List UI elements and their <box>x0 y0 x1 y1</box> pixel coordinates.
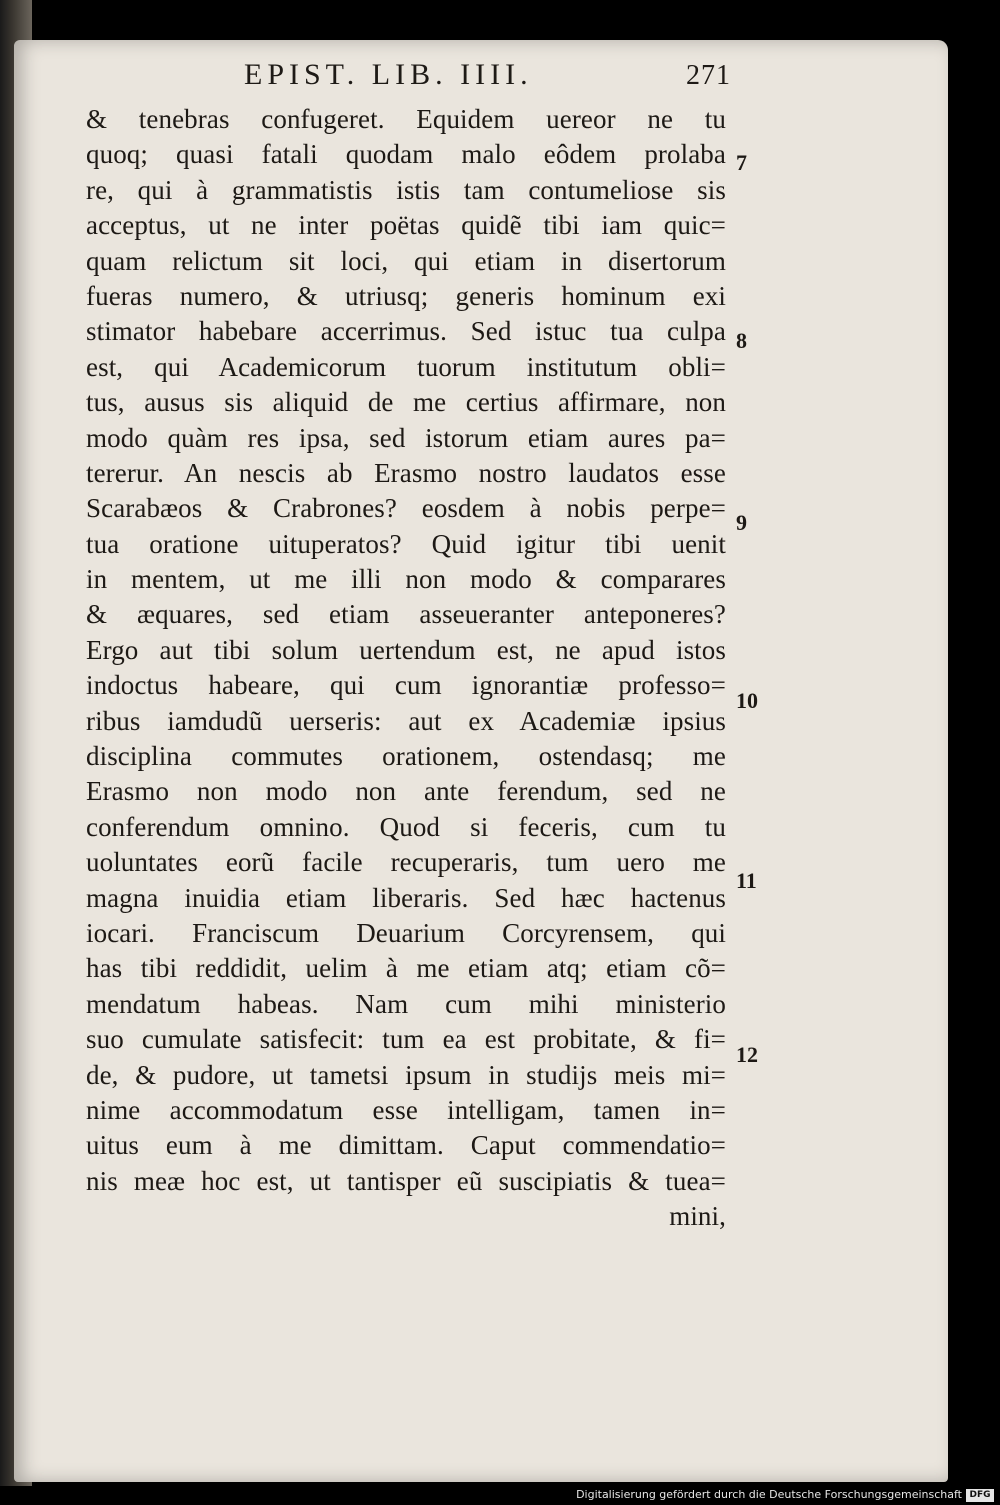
text-line: has tibi reddidit, uelim à me etiam atq; etiam cõ= <box>86 953 726 984</box>
text-line: iocari. Franciscum Deuarium Corcyrensem, qui <box>86 917 726 948</box>
text-line: mendatum habeas. Nam cum mihi ministerio <box>86 988 726 1019</box>
margin-section-number: 11 <box>736 868 757 893</box>
text-line: & tenebras confugeret. Equidem uereor ne tu <box>86 104 726 134</box>
text-line: quam relictum sit loci, qui etiam in disertorum <box>86 245 726 276</box>
margin-section-number: 10 <box>736 688 758 713</box>
text-line: indoctus habeare, qui cum ignorantiæ professo= <box>86 670 726 701</box>
body-text <box>86 102 726 1235</box>
text-line: nime accommodatum esse intelligam, tamen in= <box>86 1094 726 1125</box>
text-line: fueras numero, & utriusq; generis hominum exi <box>86 280 726 311</box>
page-header <box>0 58 1000 94</box>
text-line: Ergo aut tibi solum uertendum est, ne apud istos <box>86 634 726 665</box>
margin-section-number: 9 <box>736 510 747 535</box>
margin-section-number: 12 <box>736 1042 758 1067</box>
text-line: re, qui à grammatistis istis tam contumeliose sis <box>86 174 726 205</box>
text-line: de, & pudore, ut tametsi ipsum in studijs meis mi= <box>86 1059 726 1090</box>
margin-section-number: 8 <box>736 328 747 353</box>
text-line: tua oratione uituperatos? Quid igitur tibi uenit <box>86 528 726 559</box>
text-line: modo quàm res ipsa, sed istorum etiam aures pa= <box>86 422 726 453</box>
text-line: uoluntates eorũ facile recuperaris, tum uero me <box>86 847 726 878</box>
text-line: ribus iamdudũ uerseris: aut ex Academiæ ipsius <box>86 705 726 736</box>
text-line: tererur. An nescis ab Erasmo nostro laudatos esse <box>86 457 726 488</box>
text-line: & æquares, sed etiam asseueranter anteponeres? <box>86 599 726 630</box>
digitization-footer <box>0 1486 1000 1505</box>
text-line: in mentem, ut me illi non modo & comparares <box>86 564 726 595</box>
text-line: uitus eum à me dimittam. Caput commendatio= <box>86 1130 726 1161</box>
text-line: nis meæ hoc est, ut tantisper eũ suscipiatis & tuea= <box>86 1165 726 1196</box>
text-line: stimator habebare accerrimus. Sed istuc tua culpa <box>86 316 726 347</box>
catchword-line: mini, <box>669 1201 726 1232</box>
text-line: tus, ausus sis aliquid de me certius affirmare, non <box>86 387 726 418</box>
text-line: suo cumulate satisfecit: tum ea est probitate, & fi= <box>86 1024 726 1055</box>
running-head: EPIST. LIB. IIII. <box>244 58 533 91</box>
text-line: acceptus, ut ne inter poëtas quidẽ tibi iam quic= <box>86 210 726 241</box>
text-line: disciplina commutes orationem, ostendasq; me <box>86 741 726 772</box>
text-line: magna inuidia etiam liberaris. Sed hæc hactenus <box>86 882 726 913</box>
text-line: quoq; quasi fatali quodam malo eôdem prolaba <box>86 139 726 170</box>
text-line: Scarabæos & Crabrones? eosdem à nobis perpe= <box>86 493 726 524</box>
funding-credit: Digitalisierung gefördert durch die Deutsche Forschungsgemeinschaft <box>576 1488 962 1501</box>
text-line: conferendum omnino. Quod si feceris, cum tu <box>86 811 726 842</box>
text-line: est, qui Academicorum tuorum institutum obli= <box>86 351 726 382</box>
page-number: 271 <box>686 60 731 91</box>
dfg-logo: DFG <box>966 1489 994 1502</box>
margin-section-number: 7 <box>736 150 747 175</box>
text-line: Erasmo non modo non ante ferendum, sed ne <box>86 776 726 807</box>
